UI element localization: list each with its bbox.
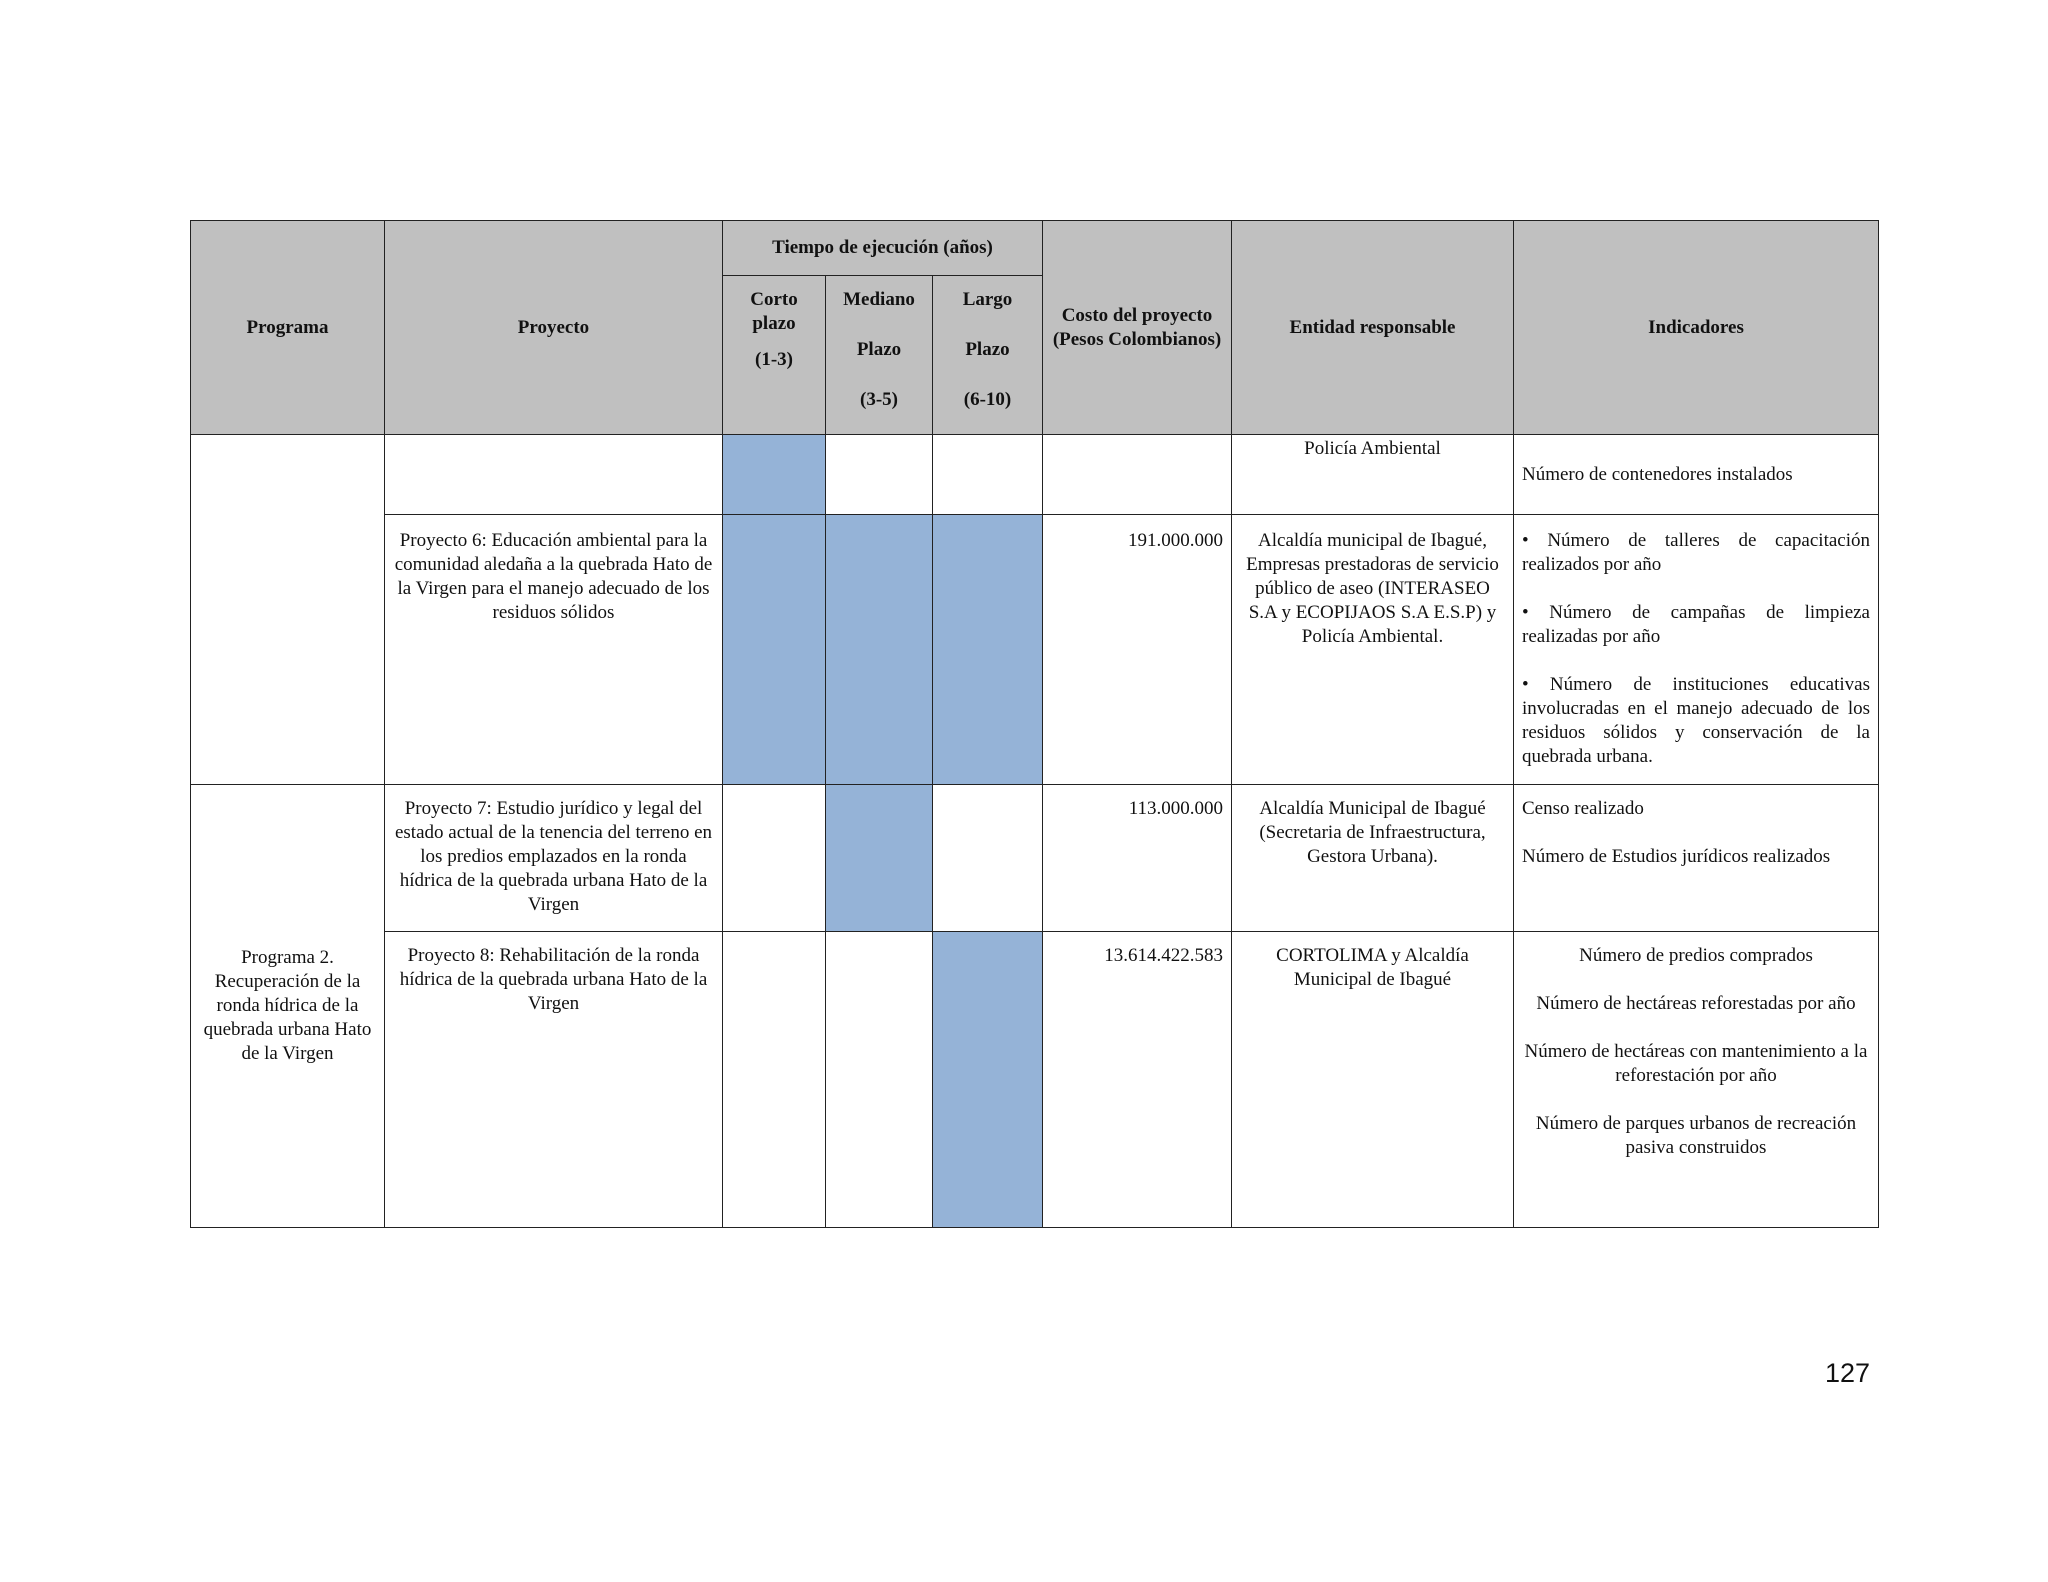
header-tiempo-ejecucion: Tiempo de ejecución (años) [723, 221, 1043, 276]
programa-cell: Programa 2. Recuperación de la ronda hídrica de la quebrada urbana Hato de la Virgen [191, 785, 385, 1228]
table-row [191, 435, 1879, 515]
corto-range: (1-3) [755, 349, 793, 370]
indicador-item: Número de contenedores instalados [1522, 463, 1793, 485]
table-row [191, 515, 1879, 785]
header-indicadores: Indicadores [1514, 221, 1879, 435]
mediano-label: Mediano [843, 289, 915, 310]
corto-label: Corto [750, 289, 798, 310]
largo-label: Largo [962, 289, 1013, 310]
table-row [191, 932, 1879, 1228]
costo-cell [1043, 435, 1232, 515]
proyecto-cell [385, 435, 723, 515]
indicador-item: • Número de talleres de capacitación realizados por año [1522, 530, 1870, 575]
costo-cell: 13.614.422.583 [1043, 932, 1232, 1228]
header-largo-plazo [933, 276, 1043, 435]
header-mediano-plazo [826, 276, 933, 435]
proyecto-cell: Proyecto 6: Educación ambiental para la comunidad aledaña a la quebrada Hato de la Virgen para el manejo adecuado de los residuos sólidos [385, 515, 723, 785]
largo-plazo-cell [933, 435, 1043, 515]
largo-plazo-cell-active [933, 515, 1043, 785]
mediano-range: (3-5) [860, 389, 898, 410]
mediano-plazo-cell [826, 932, 933, 1228]
indicadores-cell [1514, 435, 1879, 515]
programa-cell-continued [191, 435, 385, 785]
proyecto-cell: Proyecto 8: Rehabilitación de la ronda hídrica de la quebrada urbana Hato de la Virgen [385, 932, 723, 1228]
indicador-item: Número de parques urbanos de recreación pasiva construidos [1535, 1113, 1857, 1158]
largo-plazo-cell-active [933, 932, 1043, 1228]
mediano-plazo-cell-active [826, 785, 933, 932]
corto-plazo-cell-active [723, 515, 826, 785]
table-row [191, 785, 1879, 932]
indicador-item: Número de hectáreas reforestadas por año [1536, 993, 1856, 1014]
proyecto-cell: Proyecto 7: Estudio jurídico y legal del estado actual de la tenencia del terreno en los predios emplazados en la ronda hídrica de la quebrada urbana Hato de la Virgen [385, 785, 723, 932]
indicador-item: Número de hectáreas con mantenimiento a la reforestación por año [1524, 1041, 1868, 1086]
entidad-cell: Policía Ambiental [1232, 435, 1514, 515]
project-table [190, 220, 1879, 1228]
entidad-cell: Alcaldía Municipal de Ibagué (Secretaria de Infraestructura, Gestora Urbana). [1232, 785, 1514, 932]
largo-plazo-label: Plazo [965, 339, 1010, 360]
indicador-item: Censo realizado [1522, 798, 1644, 819]
mediano-plazo-cell-active [826, 515, 933, 785]
entidad-cell: CORTOLIMA y Alcaldía Municipal de Ibagué [1232, 932, 1514, 1228]
header-costo: Costo del proyecto (Pesos Colombianos) [1043, 221, 1232, 435]
header-programa: Programa [191, 221, 385, 435]
corto-plazo-cell [723, 785, 826, 932]
corto-plazo-label: plazo [752, 313, 796, 334]
header-row-1 [191, 221, 1879, 276]
page-number: 127 [1824, 1358, 1870, 1388]
costo-cell: 113.000.000 [1043, 785, 1232, 932]
corto-plazo-cell-active [723, 435, 826, 515]
indicadores-cell [1514, 932, 1879, 1228]
largo-plazo-cell [933, 785, 1043, 932]
indicador-item: • Número de campañas de limpieza realizadas por año [1522, 602, 1870, 647]
indicador-item: Número de Estudios jurídicos realizados [1522, 846, 1831, 867]
mediano-plazo-label: Plazo [856, 339, 902, 360]
largo-range: (6-10) [963, 389, 1012, 410]
indicador-item: Número de predios comprados [1579, 945, 1813, 966]
header-proyecto: Proyecto [385, 221, 723, 435]
header-corto-plazo [723, 276, 826, 435]
entidad-cell: Alcaldía municipal de Ibagué, Empresas prestadoras de servicio público de aseo (INTERASEO S.A y ECOPIJAOS S.A E.S.P) y Policía Ambiental. [1232, 515, 1514, 785]
indicador-item: • Número de instituciones educativas involucradas en el manejo adecuado de los residuos sólidos y conservación de la quebrada urbana. [1522, 674, 1870, 767]
header-entidad: Entidad responsable [1232, 221, 1514, 435]
indicadores-cell [1514, 515, 1879, 785]
indicadores-cell [1514, 785, 1879, 932]
mediano-plazo-cell [826, 435, 933, 515]
costo-cell: 191.000.000 [1043, 515, 1232, 785]
corto-plazo-cell [723, 932, 826, 1228]
